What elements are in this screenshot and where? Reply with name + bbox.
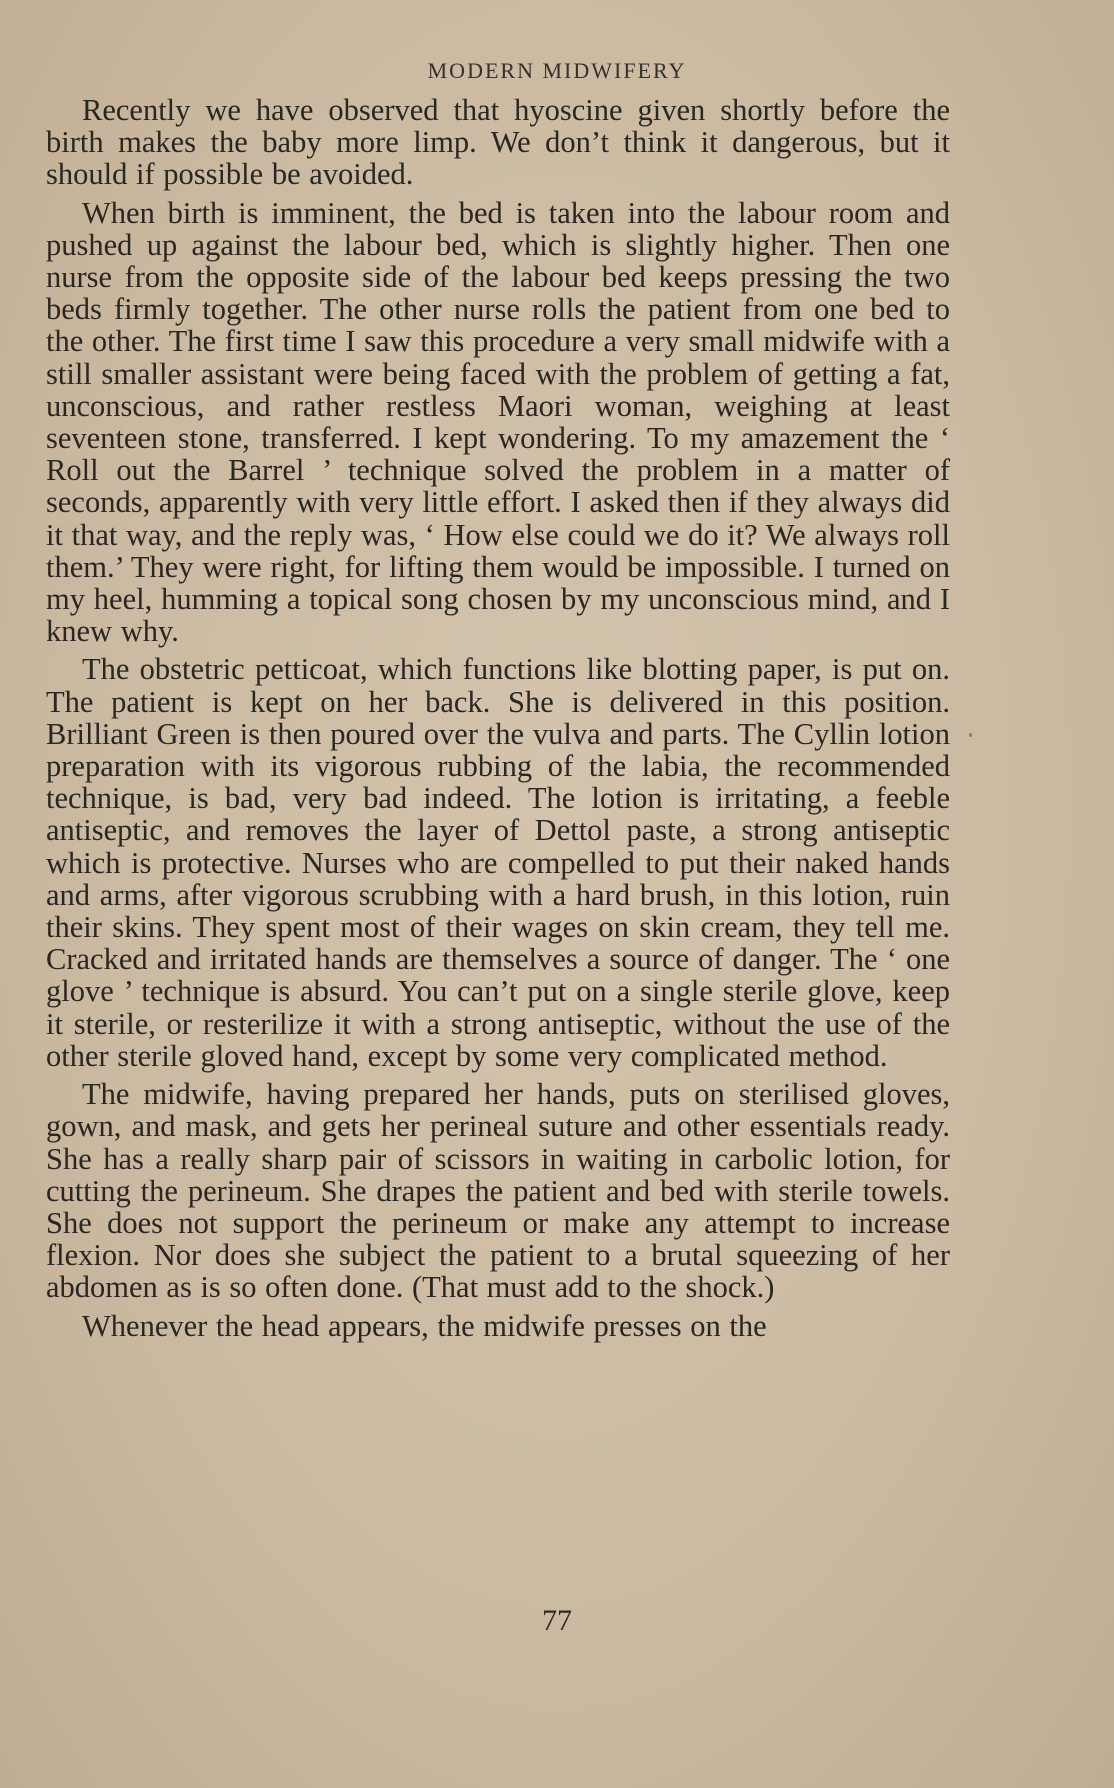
body-text — [46, 94, 950, 1342]
page-number: 77 — [542, 1604, 572, 1637]
paragraph-birth-imminent: When birth is imminent, the bed is taken into the labour room and pushed up against the labour bed, which is slightly higher. Then one nurse from the opposite side of the labour bed keeps pressing the two beds firmly together. The other nurse rolls the patient from one bed to the other. The first time I saw this procedure a very small midwife with a still smaller assistant were being faced with the problem of getting a fat, unconscious, and rather restless Maori woman, weighing at least seventeen stone, transferred. I kept wondering. To my amazement the ‘ Roll out the Barrel ’ technique solved the problem in a matter of seconds, apparently with very little effort. I asked then if they always did it that way, and the reply was, ‘ How else could we do it? We always roll them.’ They were right, for lifting them would be impossible. I turned on my heel, humming a topical song chosen by my unconscious mind, and I knew why. — [46, 195, 950, 649]
paper-speck — [969, 733, 972, 737]
paragraph-head-appears: Whenever the head appears, the midwife presses on the — [82, 1308, 767, 1343]
running-head: MODERN MIDWIFERY — [427, 58, 687, 83]
paragraph-obstetric-petticoat: The obstetric petticoat, which functions like blotting paper, is put on. The patient is kept on her back. She is delivered in this position. Brilliant Green is then poured over the vulva and parts. The Cyllin lotion preparation with its vigorous rubbing of the labia, the recommended technique, is bad, very bad indeed. The lotion is irritating, a feeble antiseptic, and removes the layer of Dettol paste, a strong antiseptic which is protective. Nurses who are compelled to put their naked hands and arms, after vigorous scrubbing with a hard brush, in this lotion, ruin their skins. They spent most of their wages on skin cream, they tell me. Cracked and irritated hands are themselves a source of danger. The ‘ one glove ’ technique is absurd. You can’t put on a single sterile glove, keep it sterile, or resterilize it with a strong antiseptic, without the use of the other sterile gloved hand, except by some very complicated method. — [46, 652, 950, 1073]
paragraph-midwife-preparation: The midwife, having prepared her hands, puts on sterilised gloves, gown, and mask, and gets her perineal suture and other essentials ready. She has a really sharp pair of scissors in waiting in carbolic lotion, for cutting the perineum. She drapes the patient and bed with sterile towels. She does not support the perineum or make any attempt to increase flexion. Nor does she subject the patient to a brutal squeezing of her abdomen as is so often done. (That must add to the shock.) — [46, 1077, 950, 1305]
paragraph-hyoscine: Recently we have observed that hyoscine given shortly before the birth makes the baby more limp. We don’t think it dangerous, but it should if possible be avoided. — [46, 93, 950, 192]
